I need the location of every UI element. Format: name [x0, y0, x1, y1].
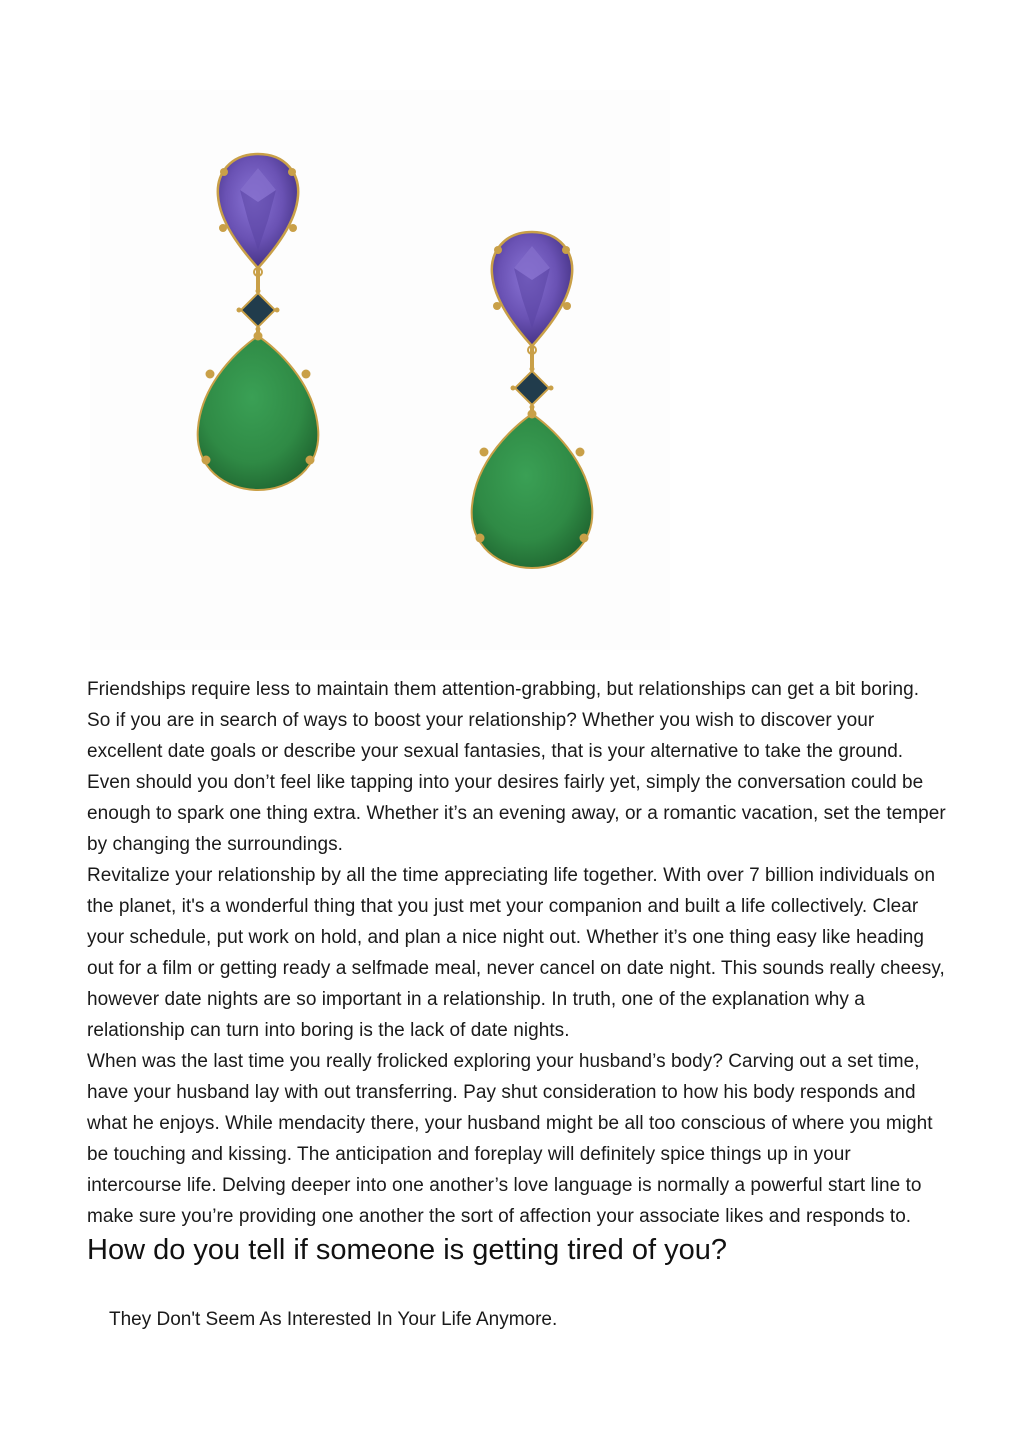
right-earring: [472, 232, 593, 568]
article-paragraph-2: Revitalize your relationship by all the time appreciating life together. With over 7 billion individuals on the planet, it's a wonderful thing that you just met your companion and built a life collectively. Clear your schedule, put work on hold, and plan a nice night out. Whether it’s one thing easy like heading out for a film or getting ready a selfmade meal, never cancel on date night. This sounds really cheesy, however date nights are so important in a relationship. In truth, one of the explanation why a relationship can turn into boring is the lack of date nights.: [87, 865, 945, 1041]
list-item: They Don't Seem As Interested In Your Life Anymore.: [109, 1309, 558, 1330]
article: [87, 674, 947, 1335]
left-earring: [198, 154, 319, 490]
answer-list: [87, 1304, 947, 1335]
article-paragraph-1: Friendships require less to maintain them attention-grabbing, but relationships can get a bit boring. So if you are in search of ways to boost your relationship? Whether you wish to discover your excellent date goals or describe your sexual fantasies, that is your alternative to take the ground. Even should you don’t feel like tapping into your desires fairly yet, simply the conversation could be enough to spark one thing extra. Whether it’s an evening away, or a romantic vacation, set the temper by changing the surroundings.: [87, 679, 946, 855]
earrings-image: [90, 90, 670, 650]
section-heading: How do you tell if someone is getting tired of you?: [87, 1234, 727, 1266]
earrings-icon: [90, 90, 670, 650]
article-paragraph-3: When was the last time you really frolicked exploring your husband’s body? Carving out a set time, have your husband lay with out transferring. Pay shut consideration to how his body responds and what he enjoys. While mendacity there, your husband might be all too conscious of where you might be touching and kissing. The anticipation and foreplay will definitely spice things up in your intercourse life. Delving deeper into one another’s love language is normally a powerful start line to make sure you’re providing one another the sort of affection your associate likes and responds to.: [87, 1051, 933, 1227]
